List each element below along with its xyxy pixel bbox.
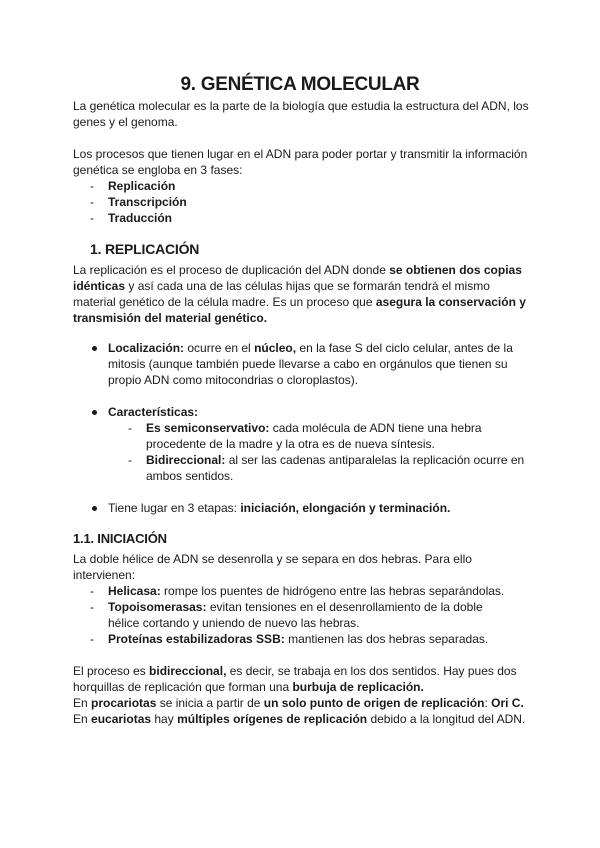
dash-marker: - (128, 421, 132, 435)
dash-marker: - (90, 600, 94, 614)
page-title: 9. GENÉTICA MOLECULAR (180, 74, 420, 95)
dash-marker: - (90, 584, 94, 598)
dash-marker: - (90, 179, 94, 193)
list-item: - Replicación (90, 179, 176, 193)
dash-marker: - (90, 632, 94, 646)
bullet-marker (92, 410, 97, 415)
dash-marker: - (90, 211, 94, 225)
list-item-semiconservativo: - Es semiconservativo: cada molécula de ADN tiene una hebra procedente de la madre y la otra es de nueva síntesis. (128, 421, 482, 451)
procariotas-paragraph: En procariotas se inicia a partir de un solo punto de origen de replicación: Ori C. (73, 696, 524, 710)
caracteristicas-label: Características: (108, 405, 199, 419)
section-heading-replicacion: 1. REPLICACIÓN (90, 241, 200, 257)
list-item-ssb: - Proteínas estabilizadoras SSB: mantienen las dos hebras separadas. (90, 632, 489, 646)
list-item-bidireccional: - Bidireccional: al ser las cadenas antiparalelas la replicación ocurre en ambos sentidos. (128, 453, 525, 483)
intro-paragraph: La genética molecular es la parte de la biología que estudia la estructura del ADN, los genes y el genoma. (73, 99, 529, 129)
list-item-topoisomerasas: - Topoisomerasas: evitan tensiones en el desenrollamiento de la doble hélice cortando y uniendo de nuevo las hebras. (90, 600, 483, 630)
eucariotas-paragraph: En eucariotas hay múltiples orígenes de replicación debido a la longitud del ADN. (73, 712, 526, 726)
etapas-item: Tiene lugar en 3 etapas: iniciación, elongación y terminación. (108, 501, 451, 515)
list-item-helicasa: - Helicasa: rompe los puentes de hidrógeno entre las hebras separándolas. (90, 584, 505, 598)
localizacion-item: Localización: ocurre en el núcleo, en la fase S del ciclo celular, antes de la mitosis (aunque también puede llevarse a cabo en orgánulos que tienen su propio ADN como mitocondrias o cloroplastos). (108, 341, 513, 387)
dash-marker: - (128, 453, 132, 467)
list-item: - Transcripción (90, 195, 187, 209)
bullet-marker (92, 346, 97, 351)
section-heading-iniciacion: 1.1. INICIACIÓN (73, 531, 167, 546)
iniciacion-intro: La doble hélice de ADN se desenrolla y se separa en dos hebras. Para ello intervienen: (73, 552, 472, 582)
replicacion-paragraph: La replicación es el proceso de duplicación del ADN donde se obtienen dos copias idénticas y así cada una de las células hijas que se formarán tendrá el mismo material genético de la célula madre. Es un proceso que asegura la conservación y transmisión del material genético. (73, 263, 526, 325)
dash-marker: - (90, 195, 94, 209)
bullet-marker (92, 506, 97, 511)
phases-intro: Los procesos que tienen lugar en el ADN para poder portar y transmitir la información genética se engloba en 3 fases: (73, 147, 528, 177)
list-item: - Traducción (90, 211, 173, 225)
bidireccional-paragraph: El proceso es bidireccional, es decir, se trabaja en los dos sentidos. Hay pues dos horquillas de replicación que forman una burbuja de replicación. (73, 664, 517, 694)
